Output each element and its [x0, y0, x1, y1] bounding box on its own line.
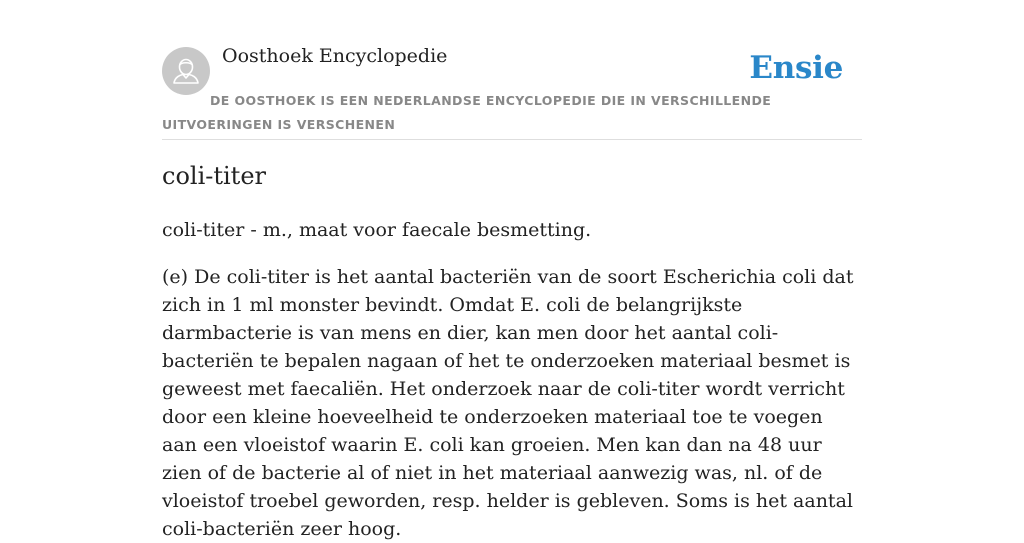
article-body: (e) De coli-titer is het aantal bacteriën van de soort Escherichia coli dat zich in 1 ml monster bevindt. Omdat E. coli de belangrijkste darmbacterie is van mens en dier, kan men door het aantal coli-bacteriën te bepalen nagaan of het te onderzoeken materiaal besmet is geweest met faecaliën. Het onderzoek naar de coli-titer wordt verricht door een kleine hoeveelheid te onderzoeken materiaal toe te voegen aan een vloeistof waarin E. coli kan groeien. Men kan dan na 48 uur zien of de bacterie al of niet in het materiaal aanwezig was, nl. of de vloeistof troebel geworden, resp. helder is gebleven. Soms is het aantal coli-bacteriën zeer hoog. — [162, 266, 854, 540]
header-divider — [162, 139, 862, 140]
page — [162, 0, 862, 540]
article-definition: coli-titer - m., maat voor faecale besmetting. — [162, 219, 592, 241]
author-tagline: DE OOSTHOEK IS EEN NEDERLANDSE ENCYCLOPEDIE DIE IN VERSCHILLENDE UITVOERINGEN IS VERSCHENEN — [162, 93, 772, 132]
ensie-logo[interactable]: Ensie — [749, 50, 843, 86]
user-avatar-icon[interactable] — [162, 47, 210, 95]
author-name[interactable]: Oosthoek Encyclopedie — [222, 45, 448, 67]
article-title: coli-titer — [162, 162, 266, 190]
user-silhouette-icon — [162, 47, 210, 95]
